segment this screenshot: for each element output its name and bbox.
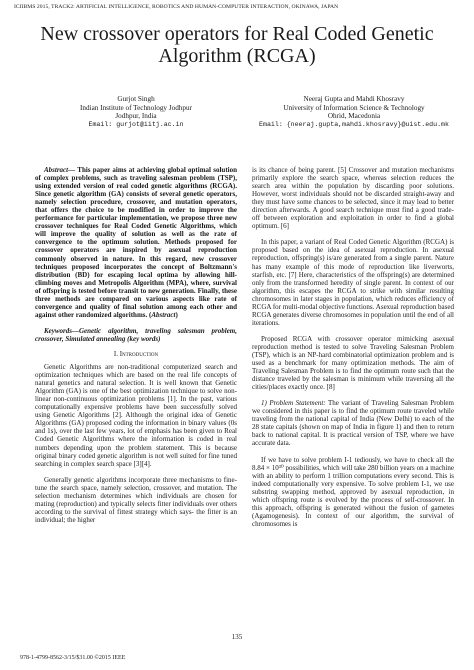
problem-statement — [252, 399, 454, 447]
abstract-text: — This paper aims at achieving global optimal solution of complex problems, such as traveling salesman problem (TSP), using extended version of real coded genetic algorithms (RCGA). Since genetic algorithm (GA) consists of several genetic operators, namely selection procedure, crossover, and mutation operators, that offers the choice to be modified in order to improve the performance for particular implementation, we propose three new crossover techniques for Real Coded Genetic Algorithms, which will improve the quality of solution as well as the rate of convergence to the optimum solution. Methods proposed for crossover operators are inspired by asexual reproduction commonly observed in nature. In this regard, new crossover techniques proposed incorporates the concept of Boltzmann's distribution (BD) for escaping local optima by allowing hill-climbing moves and Metropolis Algorithm (MPA), where, survival of offspring is tested before transit to new generation. Finally, these three methods are compared on various aspects like rate of convergence and quality of final solution among each other and against other randomized algorithms. ( — [35, 166, 237, 319]
body-paragraph: In this paper, a variant of Real Coded Genetic Algorithm (RCGA) is proposed based on the idea of asexual reproduction. In asexual reproduction, offspring(s) is/are generated from a single parent. Nature has many example of this mode of reproduction like liverworts, starfish, etc. [7] Here, characteristics of the offspring(s) are determined only from the transformed heredity of single parent. In context of our algorithm, this escapes the RCGA to strike with similar resulting chromosomes in later stages in population, which reduces efficiency of RCGA for multi-modal objective functions. Asexual reproduction based RCGA generates diverse chromosomes in population until the end of all iterations. — [252, 238, 454, 327]
problem-statement-text: The variant of Traveling Salesman Problem we considered in this paper is to find the optimum route traveled while traveling from the national capital of India (New Delhi) to each of the 28 state capitals (shown on map of India in figure 1) and then to return back to national capital. It is practical version of TSP, where we have accurate data. — [252, 399, 454, 448]
author-block-1 — [35, 95, 237, 129]
title-line-1: New crossover operators for Real Coded Genetic — [40, 23, 434, 45]
intro-paragraph: Generally genetic algorithms incorporate three mechanisms to fine-tune the search space, namely selection, crossover, and mutation. The selection mechanism determines which individuals are chosen for mating (reproduction) and typically selects fitter individuals over others according to the survival of fittest strategy which says- the fitter is an individual; the higher — [35, 475, 237, 524]
abstract-close: ) — [175, 310, 178, 319]
abstract-end: Abstract — [151, 310, 176, 319]
author-name: Neeraj Gupta and Mahdi Khosravy — [303, 95, 405, 103]
copyright-footer: 978-1-4799-8562-3/15/$31.00 ©2015 IEEE — [20, 655, 126, 661]
conference-header: ICIIBMS 2015, TRACK2: ARTIFICIAL INTELLIGENCE, ROBOTICS AND HUMAN-COMPUTER INTERACTION, OKINAWA, JAPAN — [14, 4, 339, 10]
abstract-label: Abstract — [44, 166, 69, 174]
author-location: Jodhpur, India — [115, 112, 157, 121]
author-email: Email: {neeraj.gupta,mahdi.khosravy}@uist.edu.mk — [259, 120, 449, 128]
paper-title — [0, 23, 474, 67]
title-line-2: Algorithm (RCGA) — [158, 45, 316, 67]
body-paragraph: If we have to solve problem I-1 tediously, we have to check all the 8.84 × 10³⁰ possibilities, which will take 280 billion years on a machine with an ability to perform 1 trillion computations every second. This is indeed computationally very expensive. To solve problem I-1, we use substring swapping method, approved by asexual reproduction, in which offspring route is evolved by the process of self-crossover. In this approach, offspring is generated without the fusion of gametes (Agamogenesis). In context of our algorithm, the survival of chromosomes is — [252, 455, 454, 528]
author-affiliation: University of Information Science & Technology — [283, 103, 425, 112]
author-block-2 — [244, 95, 464, 129]
author-location: Ohrid, Macedonia — [327, 112, 381, 121]
body-paragraph: is its chance of being parent. [5] Crossover and mutation mechanisms primarily explore the search space, whereas selection reduces the search area within the population by discarding poor solutions. However, worst individuals should not be discarded straight-away and they must have some chances to be selected, since it may lead to better direction afterwards. A good search technique must find a good trade-off between exploration and exploitation in order to find a global optimum. [6] — [252, 166, 454, 231]
author-affiliation: Indian Institute of Technology Jodhpur — [80, 103, 192, 112]
right-column — [252, 166, 454, 528]
intro-paragraph: Genetic Algorithms are non-traditional computerized search and optimization techniques which are based on the real life concepts of natural genetics and natural selection. It is well known that Genetic Algorithm (GA) is one of the best optimization technique to solve non-linear non-continuous optimization problems [1]. In the past, various computationally expensive problems have been successfully solved using Genetic Algorithms [2]. Although the original idea of Genetic Algorithms (GA) proposed coding the information in binary values (0s and 1s), over the last few years, lot of emphasis has been given to Real Coded Genetic Algorithms where the information is coded in real numbers depending upon the problem statement. This is because original binary coded genetic algorithm is not well suited for fine tuned searching in complex search space [3][4]. — [35, 363, 237, 468]
keywords: Keywords—Genetic algorithm, traveling salesman problem, crossover, Simulated annealing (key words) — [35, 326, 237, 343]
author-email: Email: gurjot@iitj.ac.in — [88, 120, 184, 128]
section-heading-introduction: I. Introduction — [113, 349, 159, 358]
page-number: 135 — [231, 633, 243, 641]
left-column — [35, 166, 237, 524]
body-paragraph: Proposed RCGA with crossover operator mimicking asexual reproduction method is tested to solve Traveling Salesman Problem (TSP), which is an NP-hard combinatorial optimization problem and is used as a benchmark for many optimization methods. The aim of Traveling Salesman Problem is to find the optimum route such that the distance traveled by the salesman is minimum while traversing all the cities/places exactly once. [8] — [252, 334, 454, 392]
abstract — [35, 166, 237, 319]
problem-statement-label: 1) Problem Statement: — [261, 399, 326, 408]
author-name: Gurjot Singh — [117, 95, 155, 103]
